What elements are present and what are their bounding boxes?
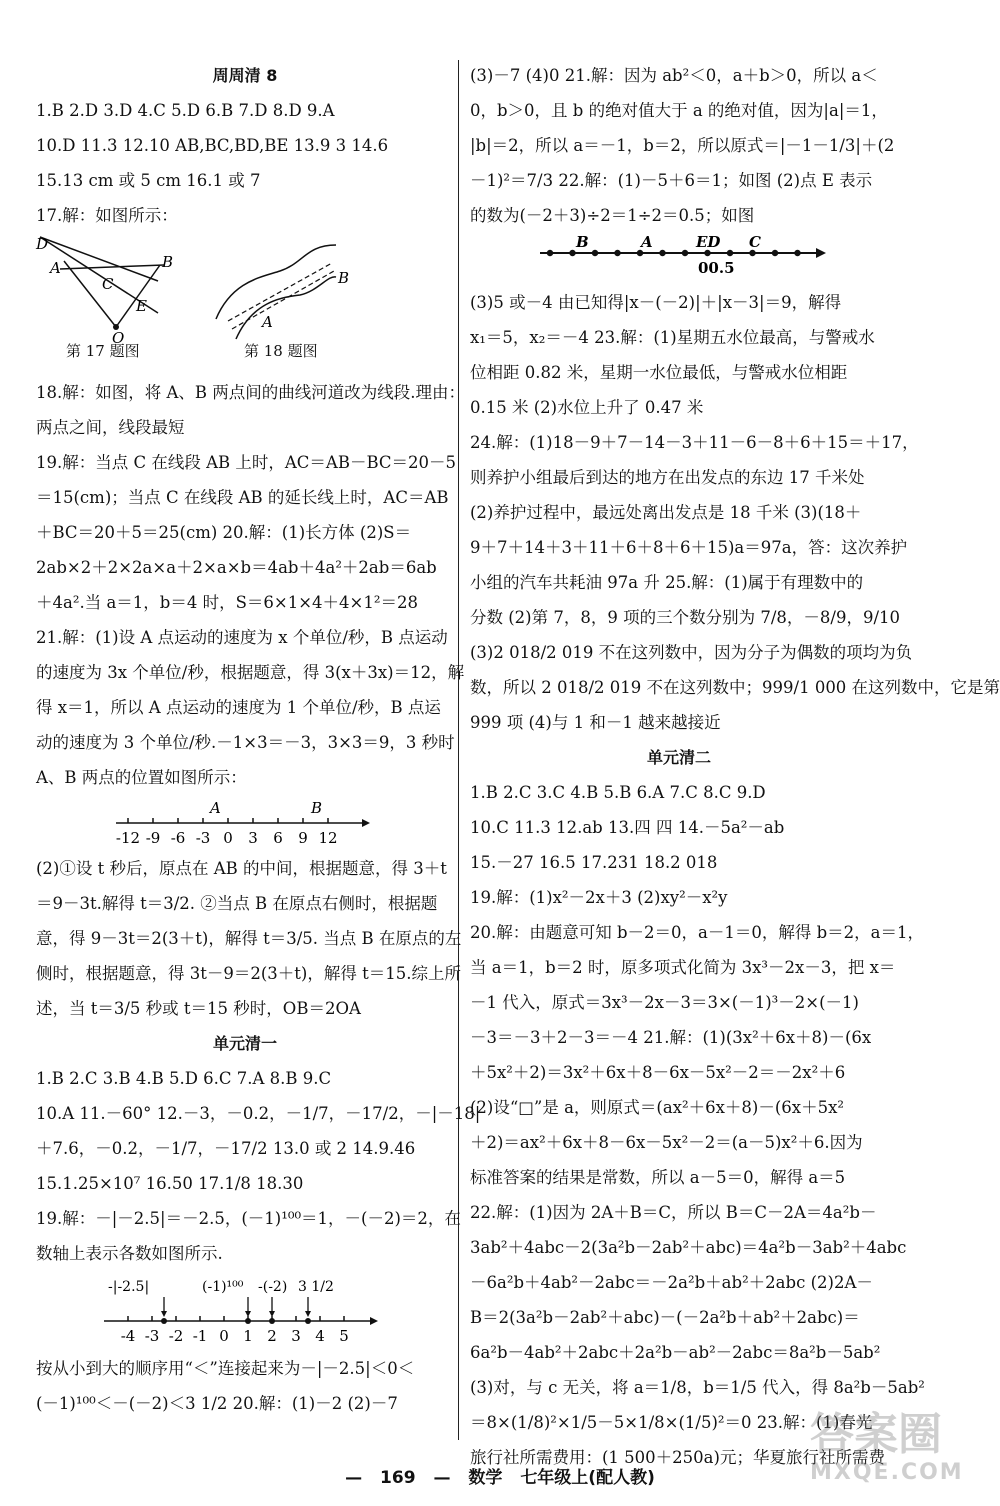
text-line: －6a²b＋4ab²－2abc＝－2a²b＋ab²＋2abc (2)2A－: [470, 1273, 873, 1292]
text-line: x₁＝5，x₂＝－4 23.解：(1)星期五水位最高，与警戒水: [470, 328, 875, 347]
label-power: (-1)¹⁰⁰: [202, 1279, 244, 1295]
text-line: B＝2(3a²b－2ab²＋abc)－(－2a²b＋ab²＋2abc)＝: [470, 1308, 860, 1327]
text-line: 15.13 cm 或 5 cm 16.1 或 7: [36, 171, 261, 190]
tick-label: 3: [291, 1327, 301, 1345]
tick-label: -9: [145, 829, 161, 847]
footer-grade: 七年级上(配人教): [520, 1468, 655, 1488]
text-line: 999 项 (4)与 1 和－1 越来越接近: [470, 713, 721, 732]
text-line: 1.B 2.D 3.D 4.C 5.D 6.B 7.D 8.D 9.A: [36, 101, 335, 120]
label-a: A: [50, 259, 61, 277]
text-line: 24.解：(1)18－9＋7－14－3＋11－6－8＋6＋15＝＋17，: [470, 433, 919, 452]
tick-label: -4: [120, 1327, 136, 1345]
figure-18: [216, 245, 349, 339]
text-line: 19.解：当点 C 在线段 AB 上时，AC＝AB－BC＝20－5: [36, 453, 457, 472]
column-divider: [458, 60, 459, 1440]
text-line: ＋2)＝ax²＋6x＋8－6x－5x²－2＝(a－5)x²＋6.因为: [470, 1133, 863, 1152]
text-line: 1.B 2.C 3.B 4.B 5.D 6.C 7.A 8.B 9.C: [36, 1069, 332, 1088]
caption-fig17: 第 17 题图: [66, 342, 140, 360]
tick-label: 2: [267, 1327, 277, 1345]
tick-label: -12: [115, 829, 141, 847]
river-bank-upper: [216, 245, 336, 319]
page-number: 169: [380, 1468, 416, 1488]
point-dot: [794, 250, 800, 256]
caption-fig18: 第 18 题图: [244, 342, 318, 360]
text-line: 小组的汽车共耗油 97a 升 25.解：(1)属于有理数中的: [470, 573, 864, 592]
text-line: ＋4a².当 a＝1，b＝4 时，S＝6×1×4＋4×1²＝28: [36, 593, 418, 612]
tick-label: 5: [339, 1327, 349, 1345]
tick-label: -3: [144, 1327, 160, 1345]
section-title-zhouzhouqing-8: 周周清 8: [212, 66, 278, 85]
tick-label: 12: [318, 829, 338, 847]
figure-17: [35, 235, 173, 347]
tick-label: 0: [223, 829, 233, 847]
label-e: E: [136, 297, 147, 315]
text-line: 分数 (2)第 7，8，9 项的三个数分别为 7/8，－8/9，9/10: [470, 608, 901, 627]
point-dot: [569, 250, 575, 256]
label-neg-neg: -(-2): [258, 1279, 288, 1295]
text-line: 10.A 11.－60° 12.－3，－0.2，－1/7，－17/2，－|－18|: [36, 1104, 481, 1123]
text-line: 的速度为 3x 个单位/秒，根据题意，得 3(x＋3x)＝12，解: [36, 663, 465, 682]
text-line: (－1)¹⁰⁰＜－(－2)＜3 1/2 20.解：(1)－2 (2)－7: [36, 1394, 398, 1413]
tick-label-0-05: 00.5: [698, 259, 735, 277]
text-line: ＋7.6，－0.2，－1/7，－17/2 13.0 或 2 14.9.46: [36, 1139, 416, 1158]
text-line: 动的速度为 3 个单位/秒.－1×3＝－3，3×3＝9，3 秒时: [36, 733, 455, 752]
tick-label: 0: [219, 1327, 229, 1345]
label-b: B: [162, 253, 174, 271]
text-line: (2)①设 t 秒后，原点在 AB 的中间，根据题意，得 3＋t: [36, 859, 447, 878]
arrow-head: [362, 819, 370, 827]
text-line: 0，b＞0，且 b 的绝对值大于 a 的绝对值，因为|a|＝1，: [470, 101, 888, 120]
text-line: (2)设“□”是 a，则原式＝(ax²＋6x＋8)－(6x＋5x²: [470, 1098, 845, 1117]
figures-17-18: [36, 233, 454, 347]
label-d: D: [36, 235, 49, 253]
point-dot: [772, 250, 778, 256]
point-label-a: A: [210, 799, 221, 817]
figure-captions: [36, 341, 454, 361]
text-line: －1 代入，原式＝3x³－2x－3＝3×(－1)³－2×(－1): [470, 993, 859, 1012]
point-label-b: B: [576, 233, 589, 251]
text-line: －1)²＝7/3 22.解：(1)－5＋6＝1；如图 (2)点 E 表示: [470, 171, 873, 190]
text-line: 述，当 t＝3/5 秒或 t＝15 秒时，OB＝2OA: [36, 999, 361, 1018]
point-dot: [682, 250, 688, 256]
tick-label: 3: [248, 829, 258, 847]
text-line: |b|＝2，所以 a＝－1，b＝2，所以原式＝|－1－1/3|＋(2: [470, 136, 895, 155]
pointer-arrow-head: [305, 1311, 311, 1317]
text-line: 22.解：(1)因为 2A＋B＝C，所以 B＝C－2A＝4a²b－: [470, 1203, 877, 1222]
pointer-arrow-head: [161, 1311, 167, 1317]
tick-label: -2: [168, 1327, 184, 1345]
text-line: 0.15 米 (2)水位上升了 0.47 米: [470, 398, 704, 417]
label-o: O: [112, 329, 125, 347]
text-line: 两点之间，线段最短: [36, 418, 185, 437]
text-line: 1.B 2.C 3.C 4.B 5.B 6.A 7.C 8.C 9.D: [470, 783, 766, 802]
footer-dash: —: [433, 1468, 451, 1488]
text-line: 意，得 9－3t＝2(3＋t)，解得 t＝3/5. 当点 B 在原点的左: [36, 929, 462, 948]
text-line: 15.1.25×10⁷ 16.50 17.1/8 18.30: [36, 1174, 304, 1193]
section-title-danyuanqing-2: 单元清二: [646, 748, 711, 767]
point-dot: [614, 250, 620, 256]
dashed-line-2: [232, 271, 334, 329]
text-line: 10.D 11.3 12.10 AB,BC,BD,BE 13.9 3 14.6: [36, 136, 389, 155]
point-dot: [659, 250, 665, 256]
line-ab: [60, 265, 164, 269]
arrow-head: [816, 248, 826, 258]
text-line: 的数为(－2＋3)÷2＝1÷2＝0.5；如图: [470, 206, 755, 225]
label-neg-abs: -|-2.5|: [108, 1279, 150, 1295]
text-line: 得 x＝1，所以 A 点运动的速度为 1 个单位/秒，B 点运: [36, 698, 441, 717]
text-line: (2)养护过程中，最远处离出发点是 18 千米 (3)(18＋: [470, 503, 862, 522]
watermark-logo: [810, 1410, 980, 1496]
text-line: 19.解：－|－2.5|＝－2.5，(－1)¹⁰⁰＝1，－(－2)＝2，在: [36, 1209, 461, 1228]
text-line: (3)5 或－4 由已知得|x－(－2)|＋|x－3|＝9，解得: [470, 293, 842, 312]
point-label-b: B: [311, 799, 323, 817]
text-line: 2ab×2＋2×2a×a＋2×a×b＝4ab＋4a²＋2ab＝6ab: [36, 558, 437, 577]
text-line: 10.C 11.3 12.ab 13.四 四 14.－5a²－ab: [470, 818, 785, 837]
text-line: 则养护小组最后到达的地方在出发点的东边 17 千米处: [470, 468, 865, 487]
number-line-q19: [36, 1271, 454, 1351]
tick-label: 1: [243, 1327, 253, 1345]
text-line: 标准答案的结果是常数，所以 a－5＝0，解得 a＝5: [470, 1168, 846, 1187]
text-line: 侧时，根据题意，得 3t－9＝2(3＋t)，解得 t＝15.综上所: [36, 964, 461, 983]
text-line: (3)－7 (4)0 21.解：因为 ab²＜0，a＋b＞0，所以 a＜: [470, 66, 878, 85]
footer-dash: —: [345, 1468, 363, 1488]
footer-subject: 数学: [468, 1468, 503, 1488]
point-label-ed: ED: [696, 233, 721, 251]
tick-label: -6: [170, 829, 186, 847]
point-dot: [547, 250, 553, 256]
text-line: A、B 两点的位置如图所示：: [36, 768, 247, 787]
line-ao: [64, 261, 116, 327]
tick-label: -1: [192, 1327, 208, 1345]
label-c: C: [102, 275, 114, 293]
text-line: 当 a＝1，b＝2 时，原多项式化简为 3x³－2x－3，把 x＝: [470, 958, 896, 977]
number-line-q22: [470, 233, 888, 285]
text-line: －3＝－3＋2－3＝－4 21.解：(1)(3x²＋6x＋8)－(6x: [470, 1028, 872, 1047]
text-line: 19.解：(1)x²－2x＋3 (2)xy²－x²y: [470, 888, 728, 907]
point-label-a: A: [641, 233, 653, 251]
text-line: 18.解：如图，将 A、B 两点间的曲线河道改为线段.理由：: [36, 383, 466, 402]
text-line: 旅行社所需费用：(1 500＋250a)元；华夏旅行社所需费: [470, 1448, 885, 1467]
text-line: ＝8×(1/8)²×1/5－5×1/8×(1/5)²＝0 23.解：(1)春光: [470, 1413, 873, 1432]
point-dot: [727, 250, 733, 256]
text-line: 3ab²＋4abc－2(3a²b－2ab²＋abc)＝4a²b－3ab²＋4abc: [470, 1238, 907, 1257]
text-line: 9＋7＋14＋3＋11＋6＋8＋6＋15)a＝97a，答：这次养护: [470, 538, 908, 557]
text-line: 数，所以 2 018/2 019 不在这列数中；999/1 000 在这列数中，它是第: [470, 678, 1000, 697]
text-line: ＋5x²＋2)＝3x²＋6x＋8－6x－5x²－2＝－2x²＋6: [470, 1063, 846, 1082]
left-column: [36, 58, 481, 1421]
label-b: B: [338, 269, 350, 287]
label-a: A: [262, 313, 273, 331]
text-line: 15.－27 16.5 17.231 18.2 018: [470, 853, 718, 872]
number-line-a-b: [36, 795, 454, 851]
section-title-danyuanqing-1: 单元清一: [212, 1034, 277, 1053]
text-line: 20.解：由题意可知 b－2＝0，a－1＝0，解得 b＝2，a＝1，: [470, 923, 925, 942]
text-line: (3)2 018/2 019 不在这列数中，因为分子为偶数的项均为负: [470, 643, 913, 662]
text-line: 按从小到大的顺序用“＜”连接起来为－|－2.5|＜0＜: [36, 1359, 415, 1378]
text-line: (3)对，与 c 无关，将 a＝1/8，b＝1/5 代入，得 8a²b－5ab²: [470, 1378, 925, 1397]
text-line: ＋BC＝20＋5＝25(cm) 20.解：(1)长方体 (2)S＝: [36, 523, 412, 542]
arrow-head: [370, 1317, 378, 1325]
tick-label: -3: [195, 829, 211, 847]
arrow-group: [161, 1297, 311, 1324]
point-dot: [592, 250, 598, 256]
tick-label: 9: [298, 829, 308, 847]
label-mixed: 3 1/2: [298, 1279, 334, 1295]
text-line: ＝15(cm)；当点 C 在线段 AB 的延长线上时，AC＝AB: [36, 488, 449, 507]
watermark-big-text: 答案圈: [810, 1409, 942, 1460]
tick-label: 6: [273, 829, 283, 847]
text-line: 17.解：如图所示：: [36, 206, 178, 225]
text-line: 数轴上表示各数如图所示.: [36, 1244, 223, 1263]
point-label-c: C: [749, 233, 761, 251]
tick-label: 4: [315, 1327, 325, 1345]
text-line: 21.解：(1)设 A 点运动的速度为 x 个单位/秒，B 点运动: [36, 628, 448, 647]
text-line: 6a²b－4ab²＋2abc＋2a²b－ab²－2abc＝8a²b－5ab²: [470, 1343, 881, 1362]
watermark-site-text: MXQE.COM: [810, 1460, 964, 1485]
text-line: 位相距 0.82 米，星期一水位最低，与警戒水位相距: [470, 363, 848, 382]
text-line: ＝9－3t.解得 t＝3/2. ②当点 B 在原点右侧时，根据题: [36, 894, 438, 913]
